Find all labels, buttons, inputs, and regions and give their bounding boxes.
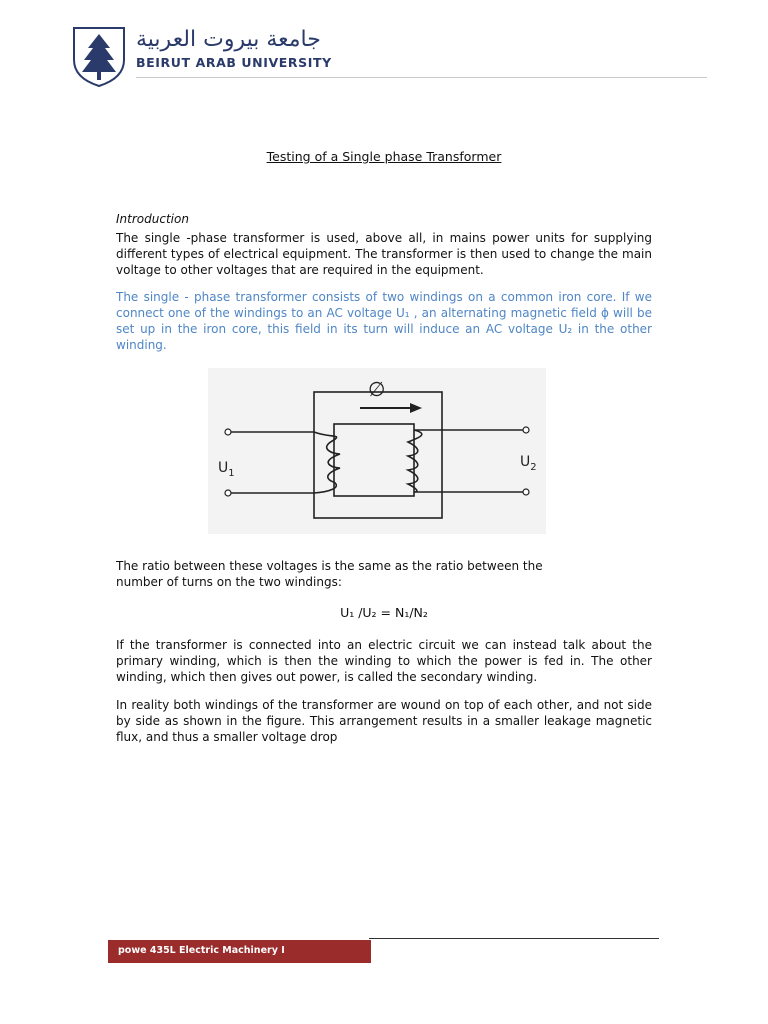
university-name-english: BEIRUT ARAB UNIVERSITY: [136, 55, 332, 70]
transformer-diagram: [208, 368, 546, 534]
turns-ratio-formula: U₁ /U₂ = N₁/N₂: [340, 605, 428, 620]
paragraph-winding-arrangement: In reality both windings of the transformer are wound on top of each other, and not side by side as shown in the figure. This arrangement results in a smaller leakage magnetic flux, and thus a smaller voltage drop: [116, 698, 652, 744]
primary-coil: [314, 432, 340, 493]
u2-label: $U_2$: [520, 454, 537, 473]
footer-divider: [369, 938, 659, 939]
u1-label: $U_1$: [218, 460, 235, 479]
paragraph-primary-secondary: If the transformer is connected into an electric circuit we can instead talk about the primary winding, which is then the winding to which the power is fed in. The other winding, which then gives out power, is called the secondary winding.: [116, 638, 652, 684]
section-heading-introduction: Introduction: [116, 212, 189, 226]
terminal-primary-bottom: [225, 490, 231, 496]
secondary-coil: [408, 430, 422, 492]
paragraph-ratio: The ratio between these voltages is the same as the ratio between the number of turns on the two windings:: [116, 559, 543, 589]
footer-course-label: powe 435L Electric Machinery I: [118, 945, 285, 956]
terminal-secondary-bottom: [523, 489, 529, 495]
header-divider: [136, 77, 707, 78]
flux-arrow-head: [410, 403, 422, 413]
core-inner: [334, 424, 414, 496]
university-logo: [70, 26, 128, 88]
paragraph-usage: The single -phase transformer is used, above all, in mains power units for supplying different types of electrical equipment. The transformer is then used to change the main voltage to other voltages that are required in the equipment.: [116, 231, 652, 277]
terminal-primary-top: [225, 429, 231, 435]
terminal-secondary-top: [523, 427, 529, 433]
flux-symbol: ∅: [368, 377, 386, 401]
university-name-arabic: جامعة بيروت العربية: [136, 27, 321, 52]
paragraph-construction: The single - phase transformer consists of two windings on a common iron core. If we connect one of the windings to an AC voltage U₁ , an alternating magnetic field ϕ will be set up in the iron core, this field in its turn will induce an AC voltage U₂ in the other winding.: [116, 290, 652, 352]
document-title: Testing of a Single phase Transformer: [266, 149, 502, 164]
